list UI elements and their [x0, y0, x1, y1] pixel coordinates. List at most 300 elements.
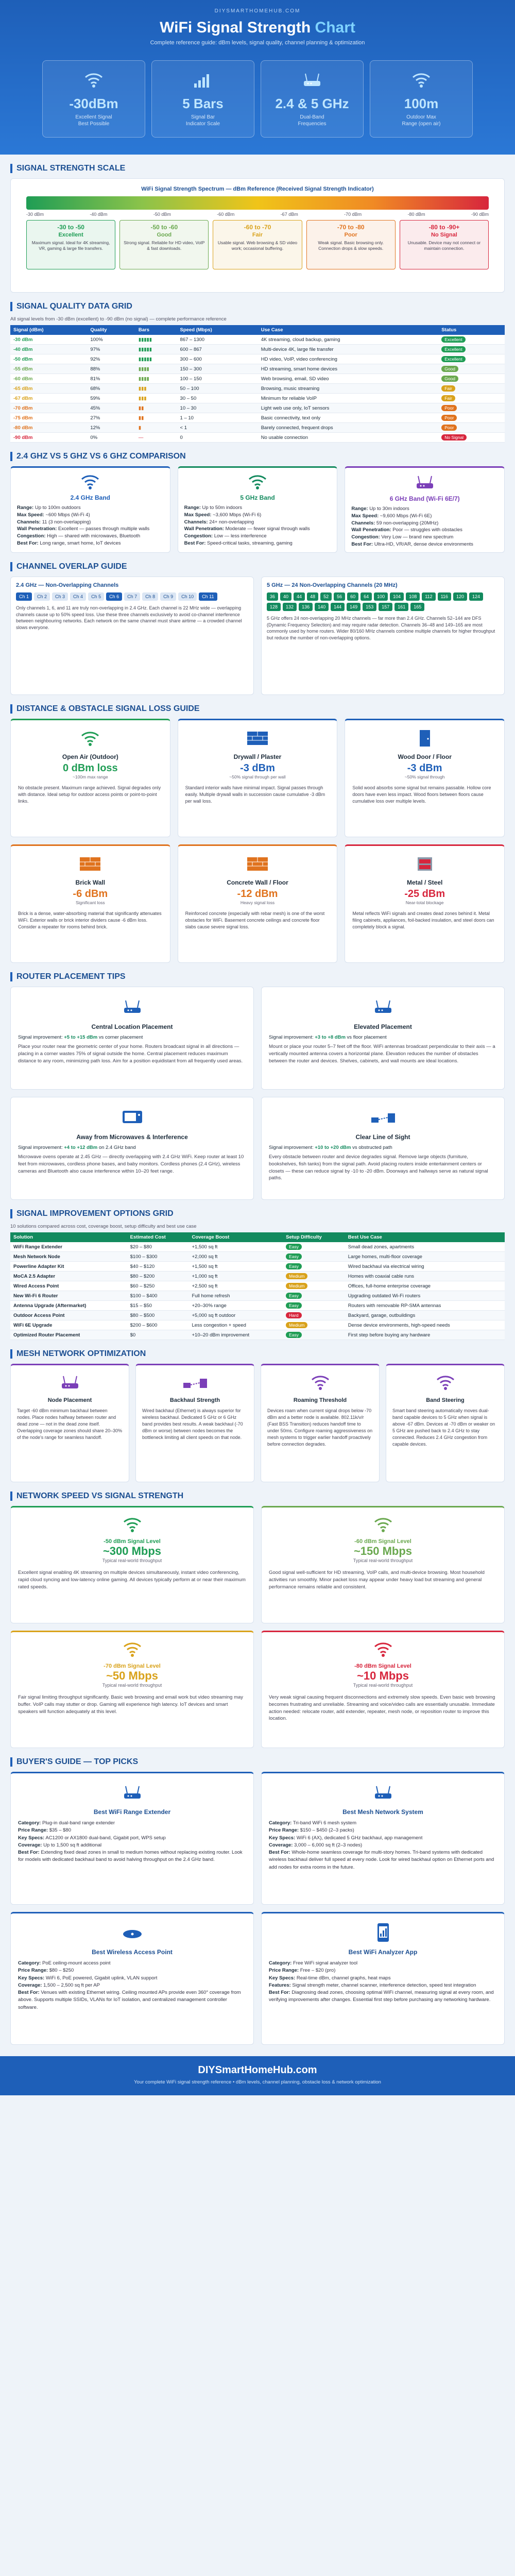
speed-card [10, 1506, 254, 1623]
table-cell [283, 1330, 345, 1340]
table-cell: Outdoor Access Point [10, 1311, 127, 1320]
table-cell: Homes with coaxial cable runs [345, 1272, 505, 1281]
obstacle-card [345, 844, 505, 963]
speed-text: Excellent signal enabling 4K streaming on multiple devices simultaneously, instant video conferencing, rapid cloud syncing and low-latency online gaming. All devices typically perform at or near their maximum rated speeds. [18, 1570, 246, 1590]
table-cell: -65 dBm [10, 384, 87, 394]
speed-sub: Typical real-world throughput [102, 1683, 162, 1688]
table-row [10, 1281, 505, 1291]
table-cell: First step before buying any hardware [345, 1330, 505, 1340]
level-description: Usable signal. Web browsing & SD video work; occasional buffering. [217, 240, 298, 251]
level-range: -80 to -90+ [428, 224, 460, 231]
section-title-bands: 2.4 GHZ VS 5 GHZ VS 6 GHZ COMPARISON [10, 452, 505, 461]
table-row [10, 394, 505, 403]
channel-chip: Ch 2 [34, 592, 50, 601]
mesh-title: Backhaul Strength [169, 1397, 220, 1403]
band-name: 5 GHz Band [240, 494, 275, 501]
buyer-spec: Category: Free WiFi signal analyzer tool [269, 1960, 358, 1966]
status-badge: Good [441, 366, 458, 372]
level-range: -30 to -50 [57, 224, 84, 231]
buyer-title: Best Wireless Access Point [92, 1948, 173, 1956]
buyer-specs [269, 1960, 497, 2004]
table-cell: 97% [87, 345, 135, 354]
tip-text: Place your router near the geometric center of your home. Routers broadcast signal in all directions — placing in a corner wastes 75% of signal outside the home. Central placement reduces maximum distance to any room, minimizing path loss. Aim for a position equidistant from all frequently used areas. [18, 1044, 243, 1064]
channel-chip: Ch 1 [16, 592, 32, 601]
signal-scale-card [10, 178, 505, 293]
channel-chip: Ch 6 [106, 592, 122, 601]
speed-sub: Typical real-world throughput [353, 1683, 413, 1688]
table-cell: Wired backhaul via electrical wiring [345, 1262, 505, 1272]
channel-chip: 136 [299, 603, 313, 611]
speed-level: -50 dBm Signal Level [104, 1538, 161, 1545]
scale-levels [26, 220, 489, 269]
band-specs [184, 504, 331, 547]
band-card [345, 466, 505, 553]
table-cell: No usable connection [258, 433, 439, 443]
buyer-specs [18, 1960, 246, 2011]
channels-24-title: 2.4 GHz — Non-Overlapping Channels [16, 582, 119, 588]
wifi-icon [247, 486, 268, 492]
table-cell [283, 1291, 345, 1301]
status-badge: Poor [441, 425, 457, 431]
band-name: 2.4 GHz Band [70, 494, 111, 501]
speed-level: -60 dBm Signal Level [354, 1538, 411, 1545]
buyer-title: Best Mesh Network System [342, 1808, 423, 1816]
section-title-speed: NETWORK SPEED VS SIGNAL STRENGTH [10, 1492, 505, 1501]
table-cell: -60 dBm [10, 374, 87, 384]
level-name: Poor [344, 232, 357, 238]
table-cell: Mesh Network Node [10, 1252, 127, 1262]
table-header: Bars [135, 325, 177, 335]
access-point-icon [121, 1924, 144, 1943]
mesh-card [135, 1364, 254, 1482]
mesh-grid [10, 1364, 505, 1482]
status-badge: Good [441, 376, 458, 382]
table-cell: +10–20 dBm improvement [188, 1330, 283, 1340]
scale-tick: -40 dBm [90, 212, 108, 217]
table-cell: -30 dBm [10, 335, 87, 345]
difficulty-badge: Medium [286, 1273, 307, 1279]
speed-value: ~50 Mbps [106, 1669, 158, 1682]
section-title-buyers: BUYER'S GUIDE — TOP PICKS [10, 1757, 505, 1767]
table-cell: Upgrading outdated Wi-Fi routers [345, 1291, 505, 1301]
microwave-icon [121, 1108, 144, 1127]
level-name: No Signal [431, 232, 457, 238]
channel-chips-5 [267, 592, 499, 611]
table-cell [283, 1281, 345, 1291]
stat-value: 5 Bars [182, 96, 224, 111]
table-cell: $200 – $600 [127, 1320, 189, 1330]
buyer-specs [18, 1820, 246, 1864]
mesh-text: Smart band steering automatically moves dual-band capable devices to 5 GHz when signal is above -67 dBm. Devices at -70 dBm or weaker on 5 GHz are pushed back to 2.4 GHz to stay connected. Reduces 2.4 GHz congestion from capable devices. [392, 1408, 495, 1447]
table-cell [438, 384, 505, 394]
channel-chip: 60 [347, 592, 358, 601]
channels-5-text: 5 GHz offers 24 non-overlapping 20 MHz channels — far more than 2.4 GHz. Channels 52–144 are DFS (Dynamic Frequency Selection) and may require radar detection. Channels 36–48 and 149–165 are most commonly used by home routers. Wider 80/160 MHz channels combine multiple channels for higher throughput but reduce the number of non-overlapping options. [267, 616, 495, 640]
table-cell: 300 – 600 [177, 354, 258, 364]
buyer-card [10, 1912, 254, 2045]
table-cell: -80 dBm [10, 423, 87, 433]
level-range: -70 to -80 [337, 224, 365, 231]
channel-overlap [10, 577, 505, 695]
table-header: Best Use Case [345, 1232, 505, 1242]
table-cell: Offices, full-home enterprise coverage [345, 1281, 505, 1291]
stat-label: Outdoor Max Range (open air) [402, 114, 441, 127]
signal-level-card [213, 220, 302, 269]
table-cell [438, 374, 505, 384]
table-cell [438, 394, 505, 403]
table-cell: < 1 [177, 423, 258, 433]
buyer-title: Best WiFi Range Extender [93, 1808, 171, 1816]
table-row [10, 423, 505, 433]
table-cell: 27% [87, 413, 135, 423]
band-spec: Channels: 11 (3 non-overlapping) [17, 519, 91, 525]
obstacle-loss: 0 dBm loss [62, 762, 118, 774]
footer [0, 2056, 515, 2095]
table-cell: $80 – $200 [127, 1272, 189, 1281]
level-description: Maximum signal. Ideal for 4K streaming, VR, gaming & large file transfers. [31, 240, 110, 251]
signal-level-card [400, 220, 489, 269]
buyer-specs [269, 1820, 497, 1871]
mesh-card [386, 1364, 505, 1482]
table-cell: $40 – $120 [127, 1262, 189, 1272]
table-cell: Light web use only, IoT sensors [258, 403, 439, 413]
channel-chip: 149 [347, 603, 360, 611]
table-row [10, 1262, 505, 1272]
footer-site-name[interactable]: DIYSmartHomeHub.com [198, 2064, 317, 2076]
table-cell: ▮▮▮▮ [135, 364, 177, 374]
scale-tick: -30 dBm [26, 212, 44, 217]
channel-chip: 161 [394, 603, 408, 611]
table-row [10, 354, 505, 364]
band-specs [17, 504, 164, 547]
wifi-icon [122, 1640, 143, 1659]
wifi-icon [83, 71, 104, 90]
obstacle-text: Reinforced concrete (especially with rebar mesh) is one of the worst obstacles for WiFi. Basement concrete ceilings and concrete floor slabs cause severe signal loss. [185, 911, 325, 930]
stat-card [42, 60, 145, 138]
metal-icon [415, 855, 435, 874]
obstacle-sub: Heavy signal loss [240, 900, 275, 905]
stat-label: Signal Bar Indicator Scale [185, 114, 220, 127]
stat-value: -30dBm [69, 96, 118, 111]
channel-chip: 128 [267, 603, 281, 611]
speed-level: -80 dBm Signal Level [354, 1663, 411, 1669]
band-name: 6 GHz Band (Wi-Fi 6E/7) [389, 495, 460, 502]
table-cell: Small dead zones, apartments [345, 1242, 505, 1252]
table-cell: HD streaming, smart home devices [258, 364, 439, 374]
stat-card [151, 60, 254, 138]
tip-improvement: Signal improvement: +10 to +20 dBm vs obstructed path [269, 1145, 392, 1150]
buyer-spec: Price Range: $150 – $450 (2–3 packs) [269, 1827, 354, 1834]
table-row [10, 364, 505, 374]
table-cell: 50 – 100 [177, 384, 258, 394]
channel-chip: 140 [315, 603, 329, 611]
level-description: Unusable. Device may not connect or maintain connection. [407, 240, 481, 251]
status-badge: Fair [441, 385, 455, 392]
difficulty-badge: Easy [286, 1263, 302, 1269]
band-spec: Range: Up to 100m outdoors [17, 505, 81, 511]
table-cell: ▮▮▮ [135, 384, 177, 394]
tip-improvement: Signal improvement: +4 to +12 dBm on 2.4 GHz band [18, 1145, 136, 1150]
channel-chip: 112 [422, 592, 435, 601]
obstacle-name: Brick Wall [75, 879, 106, 886]
bars-icon [193, 71, 213, 90]
table-cell: Powerline Adapter Kit [10, 1262, 127, 1272]
buyer-spec: Best For: Extending fixed dead zones in small to medium homes without replacing existing router. Look for models with dedicated backhaul band to avoid halving throughput on the 2.4 GHz band. [18, 1850, 243, 1863]
channels-5ghz-card [261, 577, 505, 695]
buyer-spec: Price Range: $80 – $250 [18, 1968, 74, 1974]
status-badge: Fair [441, 395, 455, 401]
site-name[interactable]: DIYSMARTHOMEHUB.COM [214, 8, 301, 14]
difficulty-badge: Easy [286, 1253, 302, 1260]
difficulty-badge: Easy [286, 1293, 302, 1299]
table-cell: -50 dBm [10, 354, 87, 364]
difficulty-badge: Easy [286, 1302, 302, 1309]
level-name: Good [157, 232, 172, 238]
speed-text: Fair signal limiting throughput significantly. Basic web browsing and email work but video streaming may buffer. VoIP calls may stutter or drop. Gaming will experience high latency. IoT devices and smart speakers will function adequately at this level. [18, 1694, 244, 1715]
channel-chip: Ch 3 [52, 592, 68, 601]
mesh-text: Devices roam when current signal drops below -70 dBm and a better node is available. 802.11k/v/r (Fast BSS Transition) reduces handoff time to under 50ms. Configure roaming aggressiveness on mesh systems to trigger earlier handoff proactively before connection degrades. [267, 1408, 373, 1447]
table-cell: 100% [87, 335, 135, 345]
buyer-card [261, 1912, 505, 2045]
channel-chip: 157 [379, 603, 392, 611]
obstacle-loss: -25 dBm [404, 888, 445, 900]
band-spec: Max Speed: ~9,600 Mbps (Wi-Fi 6E) [351, 513, 432, 519]
obstacle-sub: Significant loss [75, 900, 105, 905]
channel-chip: 52 [320, 592, 332, 601]
speed-value: ~10 Mbps [357, 1669, 409, 1682]
band-spec: Congestion: High — shared with microwaves, Bluetooth [17, 533, 141, 539]
mesh-card [10, 1364, 129, 1482]
range-icon [411, 71, 432, 90]
channel-chip: 56 [334, 592, 345, 601]
table-cell [283, 1311, 345, 1320]
table-cell: -67 dBm [10, 394, 87, 403]
table-cell: 59% [87, 394, 135, 403]
speed-grid [10, 1506, 505, 1748]
buyer-spec: Key Specs: AC1200 or AX1800 dual-band, Gigabit port, WPS setup [18, 1835, 166, 1841]
line-of-sight-icon [370, 1108, 396, 1127]
table-cell [438, 364, 505, 374]
obstacle-text: Metal reflects WiFi signals and creates dead zones behind it. Metal filing cabinets, appliances, foil-backed insulation, and steel doors can completely block a signal. [352, 911, 494, 930]
buyers-grid [10, 1772, 505, 2045]
speed-text: Very weak signal causing frequent disconnections and extremely slow speeds. Even basic web browsing becomes frustrating and unreliable. Streaming and voice/video calls are essentially unusable. Immediate action needed: relocate router, add extender, repeater, mesh node, or reposition router to improve this location. [269, 1694, 495, 1722]
speed-value: ~300 Mbps [102, 1545, 162, 1557]
buyer-card [261, 1772, 505, 1905]
channel-chip: 120 [453, 592, 467, 601]
buyer-spec: Coverage: Up to 1,500 sq ft additional [18, 1842, 102, 1848]
table-cell: 0 [177, 433, 258, 443]
channel-chip: 108 [406, 592, 420, 601]
band-spec: Range: Up to 30m indoors [351, 506, 409, 512]
table-row [10, 384, 505, 394]
table-cell: -40 dBm [10, 345, 87, 354]
scale-tick: -67 dBm [280, 212, 298, 217]
table-row [10, 1320, 505, 1330]
table-cell: 1 – 10 [177, 413, 258, 423]
table-cell: WiFi 6E Upgrade [10, 1320, 127, 1330]
placement-tips-grid [10, 987, 505, 1200]
table-cell [438, 354, 505, 364]
page-title: WiFi Signal Strength Chart [160, 19, 355, 36]
table-cell: 600 – 867 [177, 345, 258, 354]
signal-gradient-bar [26, 196, 489, 210]
obstacle-loss: -3 dBm [407, 762, 442, 774]
table-row [10, 1252, 505, 1262]
wifi-icon [80, 730, 100, 749]
table-cell: 100 – 150 [177, 374, 258, 384]
table-cell: -55 dBm [10, 364, 87, 374]
stat-card [261, 60, 364, 138]
obstacle-sub: ~50% signal through per wall [229, 774, 286, 779]
mesh-text: Target -60 dBm minimum backhaul between nodes. Place nodes halfway between router and dead zone — not in the dead zone itself. Overlapping coverage zones should share 20–30% of the node's range for seamless handoff. [17, 1408, 123, 1440]
tip-card [261, 1097, 505, 1200]
table-row [10, 403, 505, 413]
solutions-note: 10 solutions compared across cost, coverage boost, setup difficulty and best use case [10, 1224, 197, 1229]
table-cell: Wired Access Point [10, 1281, 127, 1291]
tip-text: Every obstacle between router and device degrades signal. Remove large objects (furniture, bookshelves, fish tanks) from the signal path. Avoid placing routers inside entertainment centers or closets — these can reduce signal by -10 to -20 dBm. Doorways and hallways serve as natural signal paths. [269, 1154, 488, 1181]
level-range: -50 to -60 [150, 224, 178, 231]
table-row [10, 1291, 505, 1301]
status-badge: Excellent [441, 336, 466, 343]
channel-chip: 116 [438, 592, 451, 601]
table-cell: 150 – 300 [177, 364, 258, 374]
table-cell: $100 – $400 [127, 1291, 189, 1301]
table-cell [438, 413, 505, 423]
difficulty-badge: Easy [286, 1332, 302, 1338]
obstacle-sub: ~50% signal through [404, 774, 445, 779]
table-cell: 30 – 50 [177, 394, 258, 403]
band-specs [351, 505, 498, 548]
buyer-spec: Key Specs: Real-time dBm, channel graphs, heat maps [269, 1975, 391, 1981]
obstacle-text: Solid wood absorbs some signal but remains passable. Hollow core doors have even less impact. Wood floors between floors cause cumulative loss over multiple levels. [352, 785, 491, 804]
buyer-spec: Best For: Whole-home seamless coverage for multi-story homes. Tri-band systems with dedicated wireless backhaul deliver full speed at every node. Look for wired backhaul option on Ethernet ports and add nodes for extra rooms in the future. [269, 1850, 494, 1870]
channel-chip: Ch 8 [142, 592, 158, 601]
table-cell: 0% [87, 433, 135, 443]
section-title-mesh: MESH NETWORK OPTIMIZATION [10, 1349, 505, 1359]
table-cell [283, 1242, 345, 1252]
obstacle-name: Concrete Wall / Floor [227, 879, 288, 886]
table-row [10, 1242, 505, 1252]
obstacle-name: Open Air (Outdoor) [62, 753, 118, 760]
channel-chip: 153 [363, 603, 376, 611]
scale-tick: -90 dBm [471, 212, 489, 217]
scale-caption: WiFi Signal Strength Spectrum — dBm Reference (Received Signal Strength Indicator) [141, 186, 374, 192]
table-cell: New Wi-Fi 6 Router [10, 1291, 127, 1301]
table-cell: HD video, VoIP, video conferencing [258, 354, 439, 364]
mesh-text: Wired backhaul (Ethernet) is always superior for wireless backhaul. Dedicated 5 GHz or 6 GHz band provides best results. A weak backhaul (-70 dBm or worse) between nodes becomes the bottleneck limiting all client speeds on that node. [142, 1408, 243, 1440]
mesh-title: Band Steering [426, 1397, 465, 1403]
table-cell [283, 1301, 345, 1311]
mesh-card [261, 1364, 380, 1482]
buyer-card [10, 1772, 254, 1905]
stat-value: 100m [404, 96, 439, 111]
scale-tick: -80 dBm [407, 212, 425, 217]
channels-5-title: 5 GHz — 24 Non-Overlapping Channels (20 MHz) [267, 582, 398, 588]
wifi-icon [373, 1640, 393, 1659]
router-icon [121, 997, 144, 1018]
table-row [10, 433, 505, 443]
hero-banner [0, 0, 515, 155]
table-cell [438, 335, 505, 345]
table-cell: 10 – 30 [177, 403, 258, 413]
wifi-icon [373, 1516, 393, 1535]
table-cell: Less congestion + speed [188, 1320, 283, 1330]
scale-tick: -70 dBm [344, 212, 362, 217]
obstacle-grid [10, 719, 505, 963]
difficulty-badge: Hard [286, 1312, 301, 1318]
status-badge: Excellent [441, 346, 466, 352]
level-description: Weak signal. Basic browsing only. Connection drops & slow speeds. [318, 240, 384, 251]
table-cell: $80 – $500 [127, 1311, 189, 1320]
table-cell: Antenna Upgrade (Aftermarket) [10, 1301, 127, 1311]
speed-sub: Typical real-world throughput [102, 1558, 162, 1563]
table-cell: ▮ [135, 423, 177, 433]
tip-card [10, 987, 254, 1090]
channel-chip: 104 [390, 592, 404, 601]
table-cell [438, 433, 505, 443]
tip-improvement: Signal improvement: +3 to +8 dBm vs floor placement [269, 1035, 387, 1040]
obstacle-name: Drywall / Plaster [233, 753, 282, 760]
table-header: Speed (Mbps) [177, 325, 258, 335]
analyzer-app-icon [375, 1922, 391, 1944]
band-spec: Channels: 59 non-overlapping (20MHz) [351, 520, 439, 526]
obstacle-loss: -3 dBm [240, 762, 275, 774]
table-cell: 92% [87, 354, 135, 364]
channel-chip: 100 [374, 592, 388, 601]
band-spec: Best For: Speed-critical tasks, streaming, gaming [184, 540, 293, 546]
band-spec: Congestion: Low — less interference [184, 533, 267, 539]
band-spec: Wall Penetration: Excellent — passes through multiple walls [17, 526, 150, 532]
table-cell: -90 dBm [10, 433, 87, 443]
table-cell: Web browsing, email, SD video [258, 374, 439, 384]
channels-24ghz-card [10, 577, 254, 695]
table-header: Solution [10, 1232, 127, 1242]
obstacle-text: Brick is a dense, water-absorbing material that significantly attenuates WiFi. Exterior walls or brick interior dividers cause -6 dBm loss. Consider a repeater for rooms behind brick. [18, 911, 162, 930]
obstacle-loss: -12 dBm [237, 888, 278, 900]
table-cell: $20 – $80 [127, 1242, 189, 1252]
level-description: Strong signal. Reliable for HD video, VoIP & fast downloads. [124, 240, 205, 251]
wifi-icon [122, 1516, 143, 1535]
signal-level-card [119, 220, 209, 269]
buyer-spec: Key Specs: WiFi 6, PoE powered, Gigabit uplink, VLAN support [18, 1975, 158, 1981]
buyer-title: Best WiFi Analyzer App [348, 1948, 418, 1956]
channel-chip: 48 [307, 592, 318, 601]
table-cell: -75 dBm [10, 413, 87, 423]
table-header: Setup Difficulty [283, 1232, 345, 1242]
footer-text: Your complete WiFi signal strength reference • dBm levels, channel planning, obstacle loss & network optimization [134, 2079, 381, 2085]
obstacle-card [345, 719, 505, 837]
table-cell: +20–30% range [188, 1301, 283, 1311]
table-cell: 45% [87, 403, 135, 413]
table-header: Quality [87, 325, 135, 335]
table-cell: ▮▮ [135, 403, 177, 413]
section-title-solutions: SIGNAL IMPROVEMENT OPTIONS GRID [10, 1209, 505, 1218]
table-cell: 12% [87, 423, 135, 433]
table-cell: +2,500 sq ft [188, 1281, 283, 1291]
obstacle-card [10, 719, 170, 837]
stat-label: Excellent Signal Best Possible [75, 114, 112, 127]
obstacle-name: Metal / Steel [406, 879, 443, 886]
stat-card [370, 60, 473, 138]
level-name: Fair [252, 232, 263, 238]
speed-value: ~150 Mbps [353, 1545, 413, 1557]
table-cell: 4K streaming, cloud backup, gaming [258, 335, 439, 345]
table-cell: Basic connectivity, text only [258, 413, 439, 423]
table-cell: +1,500 sq ft [188, 1262, 283, 1272]
table-cell: $0 [127, 1330, 189, 1340]
table-cell: -70 dBm [10, 403, 87, 413]
obstacle-sub: Near-total blockage [405, 900, 444, 905]
section-title-quality: SIGNAL QUALITY DATA GRID [10, 302, 505, 311]
